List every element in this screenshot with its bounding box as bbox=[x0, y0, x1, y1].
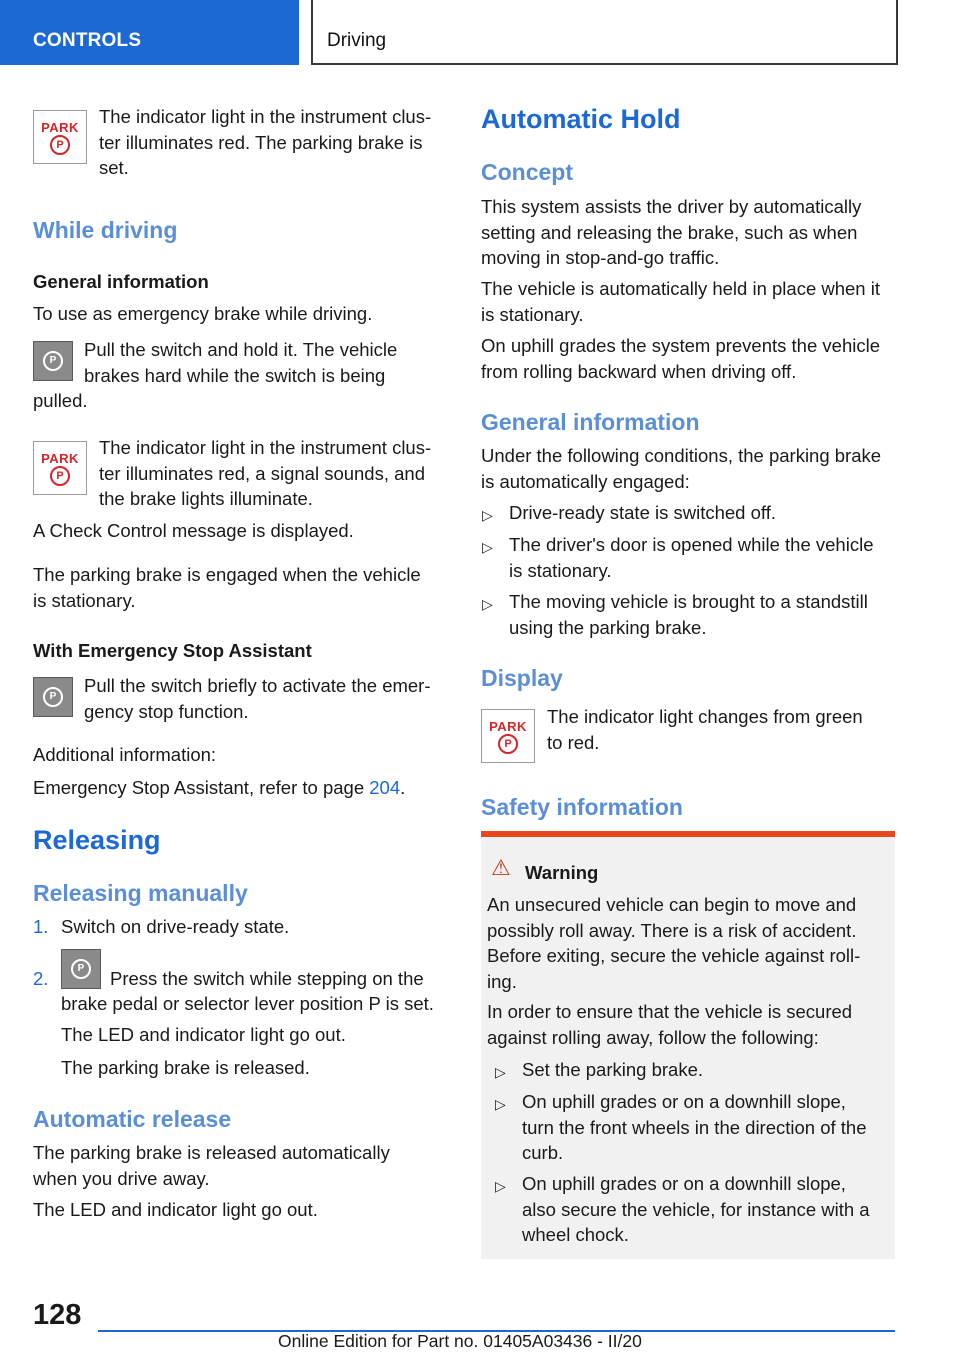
step-text: Switch on drive-ready state. bbox=[61, 916, 290, 937]
text-line: gency stop function. bbox=[84, 700, 249, 722]
park-icon-label: PARK bbox=[41, 451, 79, 466]
page-link[interactable]: 204 bbox=[369, 777, 401, 798]
conditions-text bbox=[481, 443, 881, 494]
text-line: turn the front wheels in the direction of the bbox=[522, 1116, 867, 1138]
text-line: The indicator light in the instrument clus- bbox=[99, 106, 432, 127]
list-item: Set the parking brake. bbox=[522, 1059, 703, 1080]
text-line: curb. bbox=[522, 1142, 564, 1163]
bullet-triangle-icon: ▷ bbox=[482, 507, 493, 523]
concept-text bbox=[481, 194, 861, 271]
text-line: On uphill grades or on a downhill slope, bbox=[522, 1173, 846, 1194]
text-line: On uphill grades the system prevents the vehicle bbox=[481, 335, 880, 356]
text-line: setting and releasing the brake, such as when bbox=[481, 221, 858, 243]
led-out-text: The LED and indicator light go out. bbox=[61, 1024, 346, 1045]
parking-p-circle-icon bbox=[50, 466, 70, 486]
list-item bbox=[522, 1089, 867, 1166]
heading-display: Display bbox=[481, 665, 563, 691]
step-number: 2. bbox=[33, 968, 49, 989]
p-circle-icon bbox=[43, 687, 63, 707]
step-number: 1. bbox=[33, 916, 49, 937]
park-icon-label: PARK bbox=[489, 719, 527, 734]
list-item: Drive-ready state is switched off. bbox=[509, 502, 776, 523]
text-line: On uphill grades or on a downhill slope, bbox=[522, 1091, 846, 1112]
text-line: Pull the switch briefly to activate the emer- bbox=[84, 675, 431, 696]
indicator-red-signal-text bbox=[99, 435, 431, 512]
text-line: The moving vehicle is brought to a standstill bbox=[509, 591, 868, 612]
text-line: wheel chock. bbox=[522, 1224, 629, 1245]
parking-brake-switch-icon bbox=[33, 341, 73, 381]
bullet-triangle-icon: ▷ bbox=[482, 596, 493, 612]
text-line: ing. bbox=[487, 970, 517, 992]
text-line: The vehicle is automatically held in place when it bbox=[481, 278, 880, 299]
pull-switch-text bbox=[84, 337, 397, 388]
page-number: 128 bbox=[33, 1299, 82, 1331]
text-line: The indicator light in the instrument clus- bbox=[99, 437, 432, 458]
heading-releasing-manually: Releasing manually bbox=[33, 880, 248, 906]
intro-paragraph bbox=[99, 104, 431, 181]
parking-brake-switch-icon bbox=[61, 949, 101, 989]
text-line: using the parking brake. bbox=[509, 616, 707, 638]
additional-info-text: Additional information: bbox=[33, 744, 217, 765]
heading-automatic-release: Automatic release bbox=[33, 1106, 232, 1132]
text-line: to red. bbox=[547, 731, 600, 753]
warning-triangle-icon: ⚠ bbox=[491, 855, 511, 880]
text-line: ter illuminates red. The parking brake is bbox=[99, 131, 423, 153]
parking-p-circle-icon bbox=[498, 734, 518, 754]
warning-text bbox=[487, 999, 852, 1050]
refer-page-text bbox=[33, 775, 405, 801]
heading-concept: Concept bbox=[481, 159, 573, 185]
footer-edition: Online Edition for Part no. 01405A03436 - II/20 bbox=[278, 1331, 642, 1351]
parking-brake-switch-icon bbox=[33, 677, 73, 717]
text-line: ter illuminates red, a signal sounds, and bbox=[99, 462, 425, 484]
warning-label: Warning bbox=[525, 862, 599, 883]
bullet-triangle-icon: ▷ bbox=[495, 1178, 506, 1194]
text-line: also secure the vehicle, for instance with a bbox=[522, 1198, 870, 1220]
list-item bbox=[522, 1171, 870, 1248]
heading-while-driving: While driving bbox=[33, 217, 178, 243]
chapter-title: Driving bbox=[327, 30, 387, 51]
text-line: Before exiting, secure the vehicle against roll- bbox=[487, 945, 861, 966]
bullet-triangle-icon: ▷ bbox=[495, 1064, 506, 1080]
list-item bbox=[509, 532, 873, 583]
step-text-cont: brake pedal or selector lever position P is set. bbox=[61, 993, 434, 1014]
section-tab bbox=[0, 0, 299, 65]
text-line: set. bbox=[99, 157, 129, 178]
section-title: CONTROLS bbox=[33, 30, 142, 51]
pull-briefly-text bbox=[84, 673, 431, 724]
heading-general-information: General information bbox=[481, 409, 700, 435]
held-text bbox=[481, 276, 880, 327]
park-indicator-icon bbox=[33, 441, 87, 495]
heading-safety-information: Safety information bbox=[481, 794, 683, 820]
uphill-text bbox=[481, 333, 880, 384]
text-line: brakes hard while the switch is being bbox=[84, 364, 386, 386]
chapter-tab bbox=[311, 0, 898, 65]
text-line: The indicator light changes from green bbox=[547, 706, 863, 727]
text-line: The driver's door is opened while the vehicle bbox=[509, 534, 874, 555]
refer-prefix: Emergency Stop Assistant, refer to page bbox=[33, 777, 370, 798]
warning-text bbox=[487, 892, 860, 994]
text-line: is stationary. bbox=[481, 303, 584, 325]
p-circle-icon bbox=[71, 959, 91, 979]
step-text: Press the switch while stepping on the bbox=[110, 968, 424, 989]
text-line: In order to ensure that the vehicle is secured bbox=[487, 1001, 853, 1022]
heading-general-information: General information bbox=[33, 271, 209, 292]
refer-suffix: . bbox=[400, 777, 406, 798]
list-item bbox=[509, 589, 868, 640]
auto-release-text bbox=[33, 1140, 390, 1191]
p-circle-icon bbox=[43, 351, 63, 371]
text-line: when you drive away. bbox=[33, 1167, 210, 1189]
text-line: moving in stop-and-go traffic. bbox=[481, 247, 720, 268]
text-line: the brake lights illuminate. bbox=[99, 488, 313, 509]
text-line: against rolling away, follow the following: bbox=[487, 1026, 819, 1048]
bullet-triangle-icon: ▷ bbox=[482, 539, 493, 555]
text-line: is stationary. bbox=[33, 589, 136, 611]
text-line: is automatically engaged: bbox=[481, 470, 690, 492]
emergency-use-text: To use as emergency brake while driving. bbox=[33, 303, 373, 324]
bullet-triangle-icon: ▷ bbox=[495, 1096, 506, 1112]
text-line: possibly roll away. There is a risk of accident. bbox=[487, 919, 857, 941]
text-line: The parking brake is released automatically bbox=[33, 1142, 390, 1163]
park-icon-label: PARK bbox=[41, 120, 79, 135]
check-control-text: A Check Control message is displayed. bbox=[33, 520, 354, 541]
park-indicator-icon bbox=[481, 709, 535, 763]
text-line: An unsecured vehicle can begin to move and bbox=[487, 894, 857, 915]
heading-automatic-hold: Automatic Hold bbox=[481, 104, 681, 134]
engaged-when-text bbox=[33, 562, 421, 613]
heading-releasing: Releasing bbox=[33, 825, 161, 855]
display-text bbox=[547, 704, 863, 755]
text-line: is stationary. bbox=[509, 559, 612, 581]
released-text: The parking brake is released. bbox=[61, 1057, 310, 1078]
text-line: from rolling backward when driving off. bbox=[481, 360, 797, 382]
park-indicator-icon bbox=[33, 110, 87, 164]
text-line: The parking brake is engaged when the vehicle bbox=[33, 564, 421, 585]
heading-emergency-stop: With Emergency Stop Assistant bbox=[33, 640, 312, 661]
parking-p-circle-icon bbox=[50, 135, 70, 155]
text-line: Pull the switch and hold it. The vehicle bbox=[84, 339, 398, 360]
led-out-text: The LED and indicator light go out. bbox=[33, 1199, 318, 1220]
text-line: This system assists the driver by automatically bbox=[481, 196, 862, 217]
text-line: Under the following conditions, the parking brake bbox=[481, 445, 882, 466]
pull-switch-text-end: pulled. bbox=[33, 390, 88, 411]
